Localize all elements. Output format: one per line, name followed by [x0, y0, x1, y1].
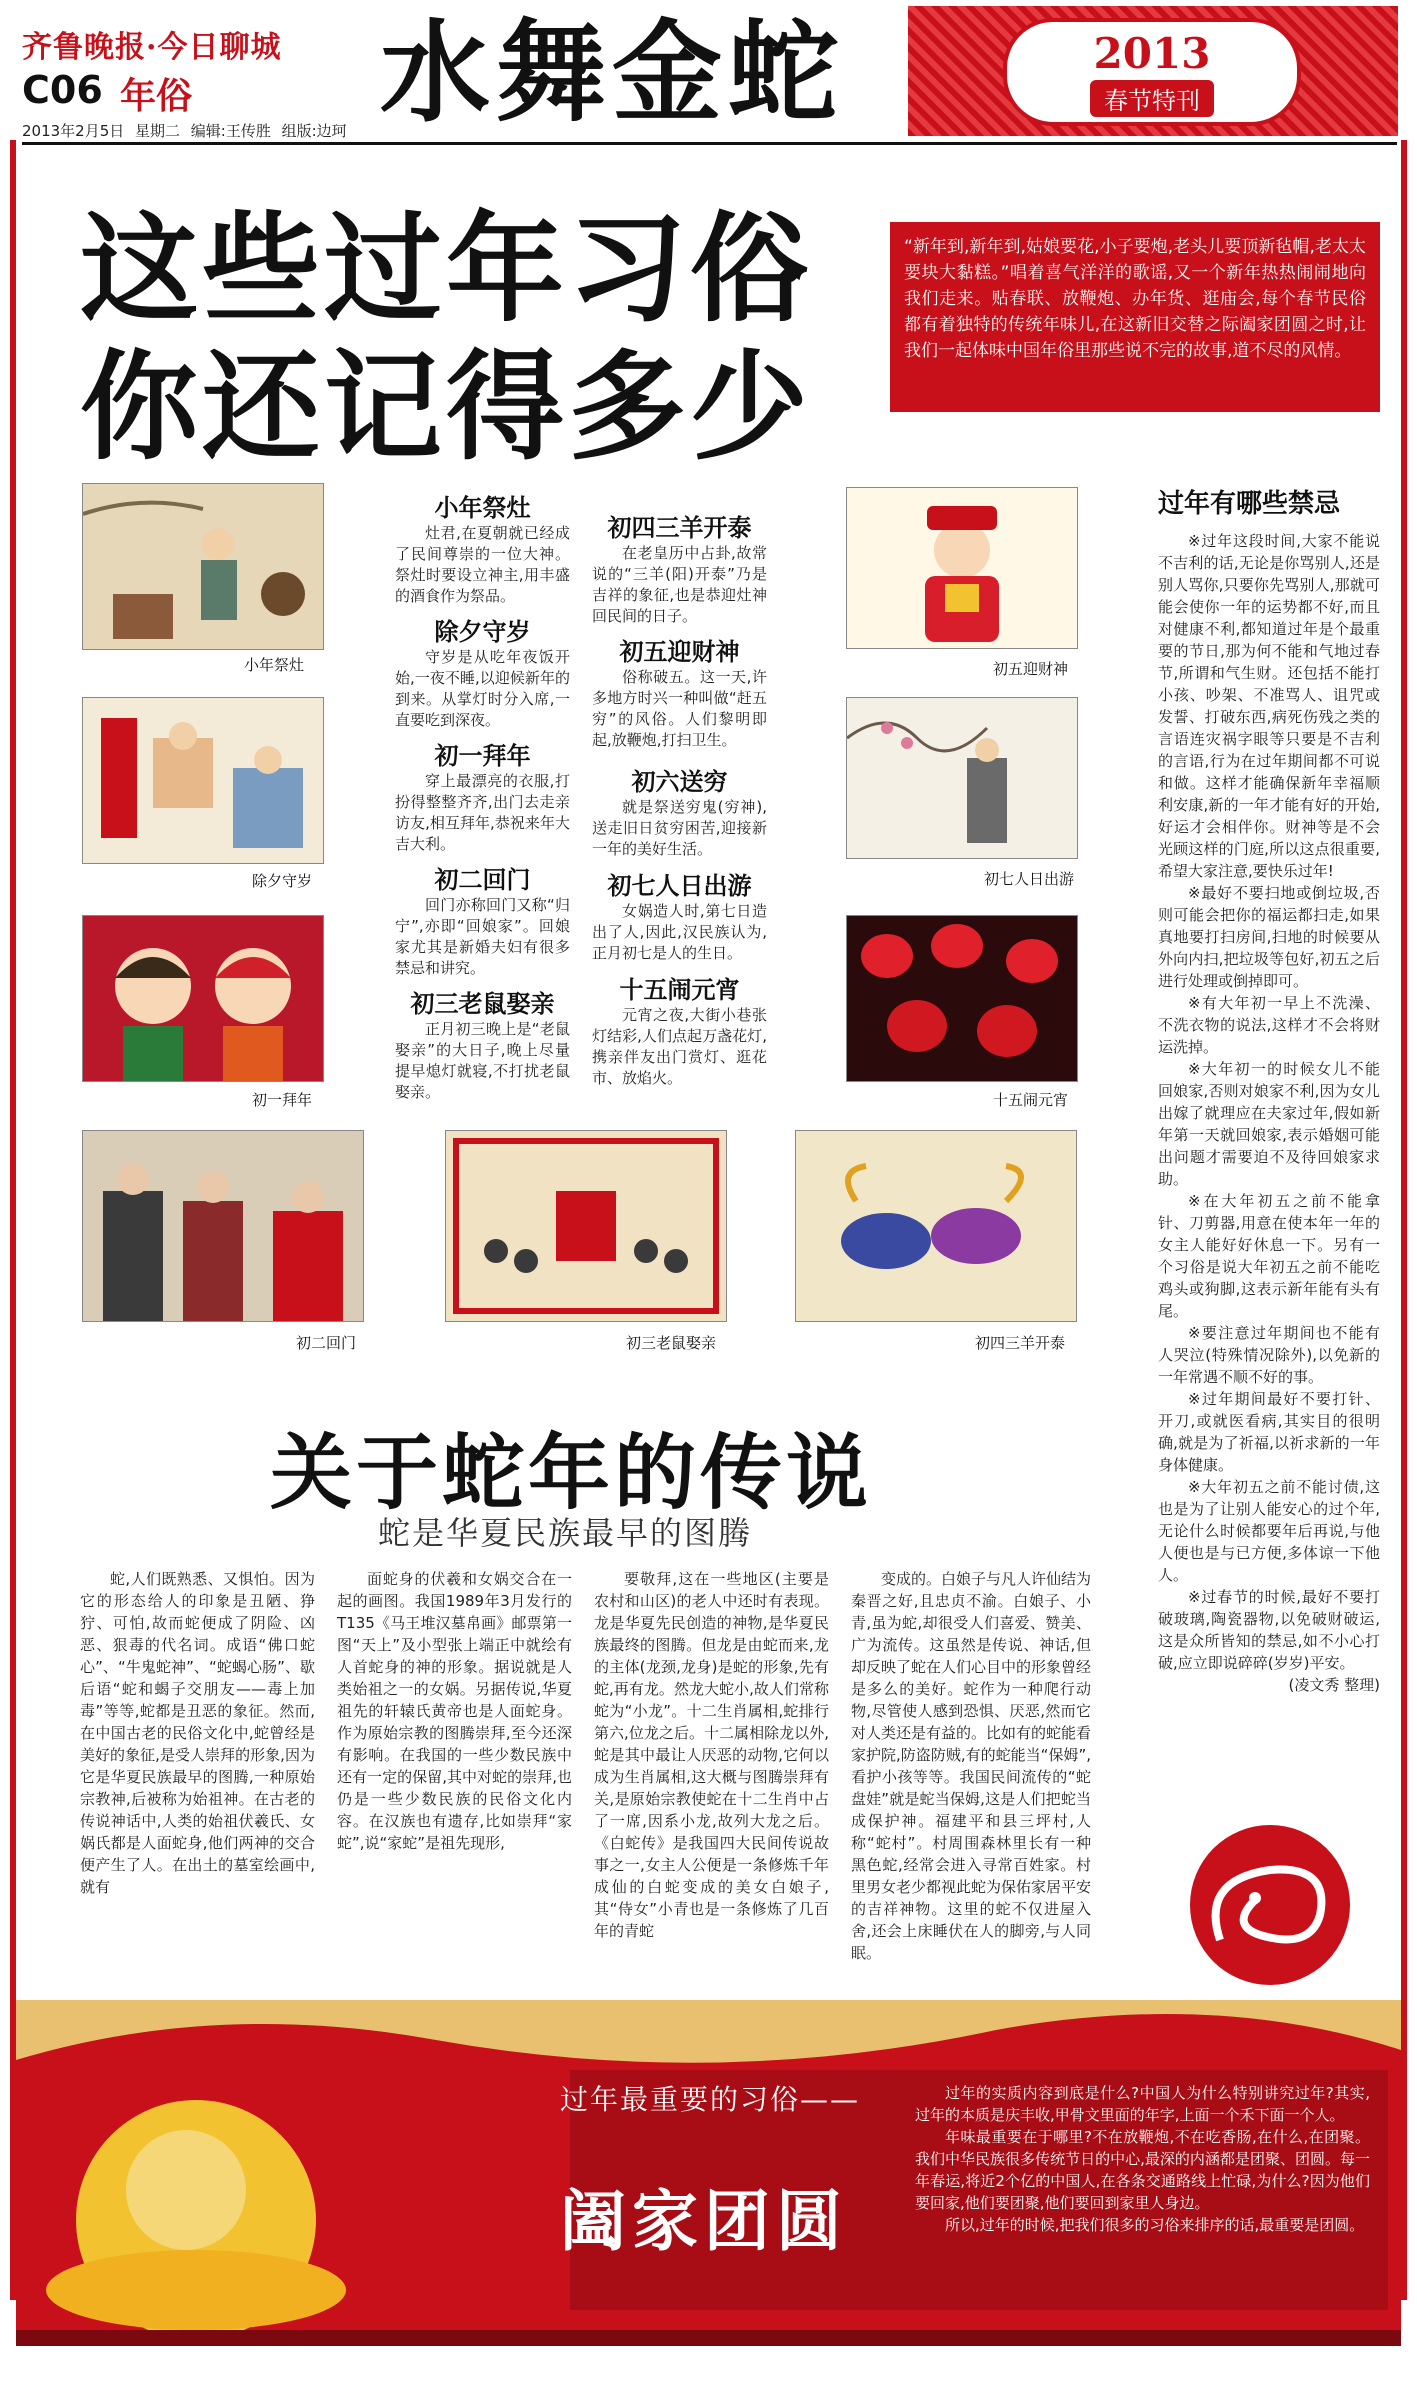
taboo-paragraph: ※要注意过年期间也不能有人哭泣(特殊情况除外),以免新的一年常遇不顺不好的事。 [1158, 1324, 1380, 1386]
banner-base [16, 2330, 1401, 2346]
article-title: 初三老鼠娶亲 [410, 990, 555, 1018]
legend-text: 要敬拜,这在一些地区(主要是农村和山区)的老人中还时有表现。龙是华夏先民创造的神物,是华夏民族最终的图腾。但龙是由蛇而来,龙的主体(龙颈,龙身)是蛇的形象,先有蛇,再有龙。然龙大蛇小,故人们常称蛇为“小龙”。十二生肖属相,蛇排行第六,位龙之后。十二属相除龙以外,蛇是其中最让人厌恶的动物,它何以成为生肖属相,这大概与图腾崇拜有关,是原始宗教使蛇在十二生肖中占了一席,因系小龙,故列大龙之后。《白蛇传》是我国四大民间传说故事之一,女主人公便是一条修炼千年成仙的白蛇变成的美女白娘子,其“侍女”小青也是一条修炼了几百年的青蛇 [594, 1570, 829, 1940]
legend-title: 关于蛇年的传说 [270, 1426, 873, 1521]
article-chuxi [395, 612, 570, 731]
badge-tag: 春节特刊 [1090, 80, 1214, 117]
page-code: C06 [22, 68, 103, 112]
date-line: 2013年2月5日 星期二 编辑:王传胜 组版:边珂 [22, 122, 347, 140]
section-name: 年俗 [120, 76, 193, 117]
taboo-paragraph: ※有大年初一早上不洗澡、不洗衣物的说法,这样才不会将财运洗掉。 [1158, 994, 1380, 1056]
image-chusan [445, 1130, 727, 1322]
reunion-paragraph: 年味最重要在于哪里?不在放鞭炮,不在吃香肠,在什么,在团聚。我们中华民族很多传统节日的中心,最深的内涵都是团聚、团圆。每一年春运,将近2个亿的中国人,在各条交通路线上忙碌,为什么?因为他们要回家,他们要团聚,他们要回到家里人身边。 [915, 2128, 1370, 2212]
snake-icon [1160, 1820, 1380, 1990]
taboo-paragraph: ※过春节的时候,最好不要打破玻璃,陶瓷器物,以免破财破运,这是众所皆知的禁忌,如不小心打破,应立即说碎碎(岁岁)平安。 [1158, 1588, 1380, 1672]
legend-column-4 [851, 1568, 1091, 1964]
image-chuer [82, 1130, 364, 1322]
article-text: 守岁是从吃年夜饭开始,一夜不睡,以迎候新年的到来。从掌灯时分入席,一直要吃到深夜。 [395, 648, 570, 729]
caption-chusi: 初四三羊开泰 [975, 1334, 1066, 1352]
article-text: 元宵之夜,大街小巷张灯结彩,人们点起万盏花灯,携亲伴友出门赏灯、逛花市、放焰火。 [592, 1006, 767, 1087]
article-chusi [592, 508, 767, 627]
outing-painting-illustration [847, 698, 1077, 858]
article-text: 穿上最漂亮的衣服,打扮得整整齐齐,出门去走亲访友,相互拜年,恭祝来年大吉大利。 [395, 772, 570, 853]
article-title: 除夕守岁 [434, 618, 531, 646]
article-xiaonian [395, 488, 570, 607]
taboo-paragraph: ※大年初一的时候女儿不能回娘家,否则对娘家不利,因为女儿出嫁了就理应在夫家过年,假如新年第一天就回娘家,表示婚姻可能出问题才需要迫不及待回娘家求助。 [1158, 1060, 1380, 1188]
reunion-kicker: 过年最重要的习俗—— [560, 2083, 861, 2116]
article-shiwu [592, 970, 767, 1089]
badge-year: 2013 [1093, 29, 1211, 78]
caption-shiwu: 十五闹元宵 [993, 1091, 1069, 1109]
article-text: 就是祭送穷鬼(穷神),送走旧日贫穷困苦,迎接新一年的美好生活。 [592, 798, 767, 858]
article-title: 十五闹元宵 [619, 976, 740, 1004]
article-text: 俗称破五。这一天,许多地方时兴一种叫做“赶五穷”的风俗。人们黎明即起,放鞭炮,打扫卫生。 [592, 668, 767, 749]
caption-chuyi: 初一拜年 [252, 1091, 313, 1109]
caption-chuxi: 除夕守岁 [252, 872, 313, 890]
taboo-paragraph: ※过年期间最好不要打针、开刀,或就医看病,其实目的很明确,就是为了祈福,以祈求新的一年身体健康。 [1158, 1390, 1380, 1474]
article-chusan [395, 984, 570, 1103]
main-headline [80, 200, 812, 476]
special-edition-badge [1003, 18, 1301, 126]
article-title: 初六送穷 [631, 768, 728, 796]
image-chuyi [82, 915, 324, 1082]
three-goats-painting [796, 1131, 1076, 1321]
legend-text: 蛇,人们既熟悉、又惧怕。因为它的形态给人的印象是丑陋、狰狞、可怕,故而蛇便成了阴险、凶恶、狠毒的代名词。成语“佛口蛇心”、“牛鬼蛇神”、“蛇蝎心肠”、歇后语“蛇和蝎子交朋友——毒上加毒”等等,蛇都是丑恶的象征。然而,在中国古老的民俗文化中,蛇曾经是美好的象征,是受人崇拜的形象,因为它是华夏民族最早的图腾,一种原始宗教神,后被称为始祖神。在古老的传说神话中,人类的始祖伏羲氏、女娲氏都是人面蛇身,他们两神的交合便产生了人。在出土的墓室绘画中,就有 [80, 1570, 315, 1896]
caption-chuwu: 初五迎财神 [993, 660, 1069, 678]
reunion-body [915, 2082, 1370, 2236]
reunion-paragraph: 所以,过年的时候,把我们很多的习俗来排序的话,最重要是团圆。 [945, 2216, 1365, 2234]
article-title: 小年祭灶 [434, 494, 531, 522]
article-text: 女娲造人时,第七日造出了人,因此,汉民族认为,正月初七是人的生日。 [592, 902, 767, 962]
image-chuxi [82, 697, 324, 864]
legend-text: 面蛇身的伏羲和女娲交合在一起的画图。我国1989年3月发行的T135《马王堆汉墓帛画》邮票第一图“天上”及小型张上端正中就绘有人首蛇身的神的形象。据说就是人类始祖之一的女娲。另据传说,华夏祖先的轩辕氏黄帝也是人面蛇身。作为原始宗教的图腾崇拜,至今还深有影响。在我国的一些少数民族中还有一定的保留,其中对蛇的崇拜,也仍是一些少数民族的民俗文化内容。在汉族也有遗存,比如崇拜“家蛇”,说“家蛇”是祖先现形, [337, 1570, 572, 1852]
image-chusi [795, 1130, 1077, 1322]
new-year-eve-illustration [83, 698, 323, 863]
article-chuwu [592, 632, 767, 751]
image-chuwu [846, 487, 1078, 649]
lanterns-illustration [847, 916, 1077, 1081]
caption-chuqi: 初七人日出游 [984, 870, 1075, 888]
article-text: 回门亦称回门又称“归宁”,亦即“回娘家”。回娘家尤其是新婚夫妇有很多禁忌和讲究。 [395, 896, 570, 977]
taboo-paragraph: ※最好不要扫地或倒垃圾,否则可能会把你的福运都扫走,如果真地要打扫房间,扫地的时候要从外向内扫,把垃圾等包好,初五之后进行处理或倒掉即可。 [1158, 884, 1380, 990]
article-title: 初二回门 [434, 866, 531, 894]
article-chuqi [592, 866, 767, 964]
article-title: 初一拜年 [434, 742, 531, 770]
taboo-paragraph: ※在大年初五之前不能拿针、刀剪器,用意在使本年一年的女主人能好好休息一下。另有一个习俗是说大年初五之前不能吃鸡头或狗脚,这表示新年能有头有尾。 [1158, 1192, 1380, 1320]
headline-line-2: 你还记得多少 [80, 338, 813, 476]
article-chuyi [395, 736, 570, 855]
legend-subtitle: 蛇是华夏民族最早的图腾 [378, 1514, 753, 1552]
legend-column-1 [80, 1568, 315, 1898]
legend-column-2 [337, 1568, 572, 1854]
taboo-paragraph: ※大年初五之前不能讨债,这也是为了让别人能安心的过个年,无论什么时候都要年后再说,与他人便也是与已方便,多体谅一下他人。 [1158, 1478, 1380, 1584]
caption-chuer: 初二回门 [296, 1334, 357, 1352]
taboo-body [1158, 530, 1380, 1696]
taboo-title: 过年有哪些禁忌 [1158, 489, 1341, 519]
god-of-wealth-illustration [847, 488, 1077, 648]
legend-column-3 [594, 1568, 829, 1942]
caption-xiaonian: 小年祭灶 [244, 656, 305, 674]
article-text: 正月初三晚上是“老鼠娶亲”的大日子,晚上尽量提早熄灯就寝,不打扰老鼠娶亲。 [395, 1020, 570, 1101]
reunion-title: 阖家团圆 [560, 2183, 848, 2260]
reunion-paragraph: 过年的实质内容到底是什么?中国人为什么特别讲究过年?其实,过年的本质是庆丰收,甲骨文里面的年字,上面一个禾下面一个人。 [915, 2084, 1370, 2124]
article-text: 在老皇历中占卦,故常说的“三羊(阳)开泰”乃是吉祥的象征,也是恭迎灶神回民间的日子。 [592, 544, 767, 625]
article-title: 初五迎财神 [619, 638, 740, 666]
family-visit-photo [83, 1131, 363, 1321]
article-text: 灶君,在夏朝就已经成了民间尊崇的一位大神。祭灶时要设立神主,用丰盛的酒食作为祭品。 [395, 524, 570, 605]
image-xiaonian [82, 483, 324, 650]
image-shiwu [846, 915, 1078, 1082]
article-chuer [395, 860, 570, 979]
children-greeting-illustration [83, 916, 323, 1081]
taboo-paragraph: ※过年这段时间,大家不能说不吉利的话,无论是你骂别人,还是别人骂你,只要你先骂别人,那就可能会使你一年的运势都不好,而且对健康不利,都知道过年是个最重要的节日,那为何不能和气地过春节,所谓和气生财。还包括不能打小孩、吵架、不准骂人、诅咒或发誓、打破东西,病死伤残之类的言语连灾祸字眼等只要是不吉利的言语,行为在过年期间都不可说和做。这样才能确保新年幸福顺利安康,新的一年才能有好的开始,好运才会相伴你。财神等是不会光顾这样的门庭,所以这点很重要,希望大家注意,要快乐过年! [1158, 532, 1380, 880]
taboo-credit: (凌文秀 整理) [1288, 1676, 1380, 1694]
masthead-rule [22, 142, 1397, 145]
frame-left [10, 140, 16, 2300]
intro-box: “新年到,新年到,姑娘要花,小子要炮,老头儿要顶新毡帽,老太太要块大黏糕。”唱着喜气洋洋的歌谣,又一个新年热热闹闹地向我们走来。贴春联、放鞭炮、办年货、逛庙会,每个春节民俗都有着独特的传统年味儿,在这新旧交替之际阖家团圆之时,让我们一起体味中国年俗里那些说不完的故事,道不尽的风情。 [890, 222, 1380, 412]
snake-papercut [1160, 1820, 1380, 1990]
headline-line-1: 这些过年习俗 [80, 200, 813, 338]
article-chuliu [592, 762, 767, 860]
legend-text: 变成的。白娘子与凡人许仙结为秦晋之好,且忠贞不渝。白娘子、小青,虽为蛇,却很受人们喜爱、赞美、广为流传。这虽然是传说、神话,但却反映了蛇在人们心目中的形象曾经是多么的美好。蛇作为一种爬行动物,尽管使人感到恐惧、厌恶,然而它对人类还是有益的。比如有的蛇能看家护院,防盗防贼,有的蛇能当“保姆”,看护小孩等等。我国民间流传的“蛇盘娃”就是蛇当保姆,这是人们把蛇当成保护神。福建平和县三坪村,人称“蛇村”。村周围森林里长有一种黑色蛇,经常会进入寻常百姓家。村里男女老少都视此蛇为保佑家居平安的吉祥神物。这里的蛇不仅进屋入舍,还会上床睡伏在人的脚旁,与人同眠。 [851, 1570, 1092, 1962]
article-title: 初七人日出游 [607, 872, 752, 900]
mouse-wedding-papercut [446, 1131, 726, 1321]
calligraphy-title: 水舞金蛇 [380, 8, 844, 137]
newspaper-name: 齐鲁晚报·今日聊城 [22, 30, 282, 65]
caption-chusan: 初三老鼠娶亲 [626, 1334, 717, 1352]
image-chuqi [846, 697, 1078, 859]
kitchen-god-illustration [83, 484, 323, 649]
frame-right [1401, 140, 1407, 2300]
article-title: 初四三羊开泰 [607, 514, 752, 542]
